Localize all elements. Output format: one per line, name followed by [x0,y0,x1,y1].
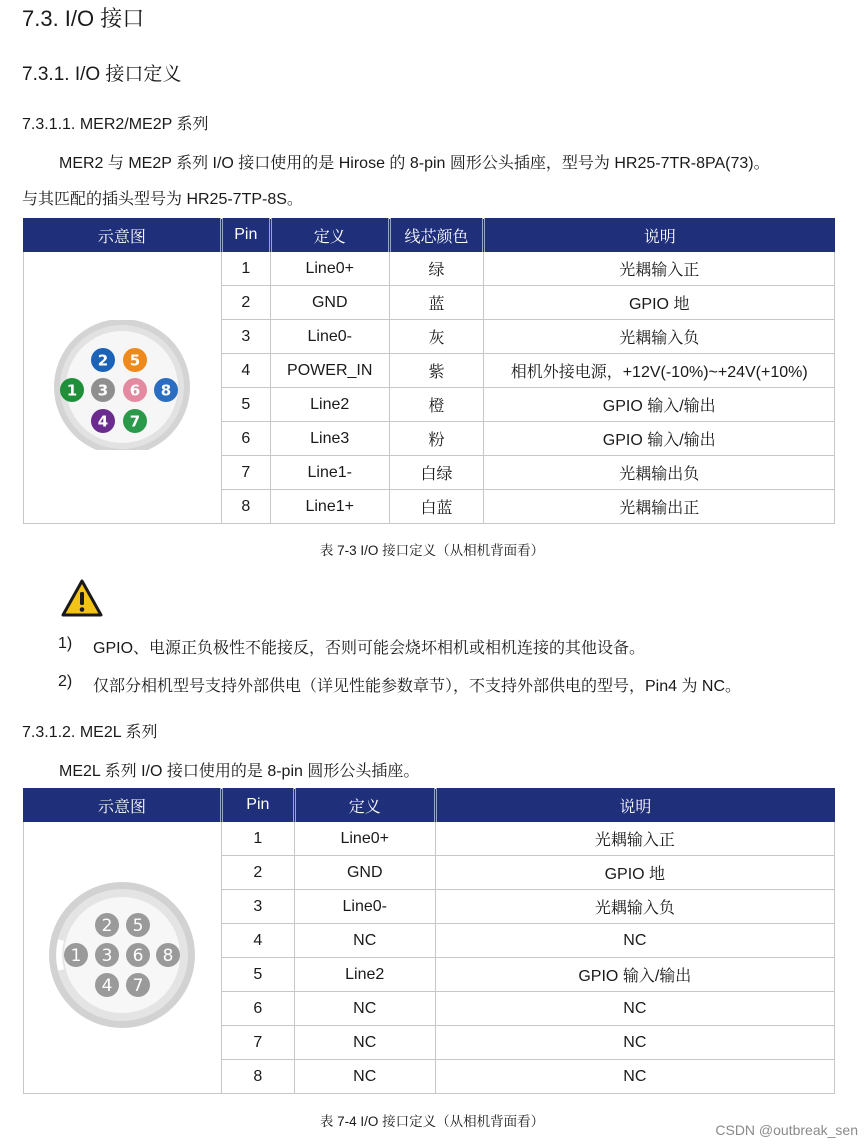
table-row [24,252,835,286]
description-cell: NC [435,1026,834,1060]
definition-cell: Line0+ [270,252,389,286]
table-row [24,822,835,856]
definition-cell: GND [270,286,389,320]
pin-cell: 3 [221,320,270,354]
pin-cell: 5 [221,958,294,992]
definition-cell: Line0- [294,890,435,924]
mer2-description-line1: MER2 与 ME2P 系列 I/O 接口使用的是 Hirose 的 8-pin 圆形公头插座，型号为 HR25-7TR-8PA(73)。 [59,155,770,172]
definition-cell: NC [294,1026,435,1060]
definition-cell: Line3 [270,422,389,456]
pin-label-5: 5 [133,916,144,936]
section-heading: 7.3.1. I/O 接口定义 [22,64,182,85]
definition-cell: NC [294,992,435,1026]
connector-diagram-cell [24,822,222,1094]
pin-cell: 4 [221,354,270,388]
description-cell: GPIO 输入/输出 [484,422,835,456]
wire-color-cell: 粉 [389,422,484,456]
definition-cell: Line0- [270,320,389,354]
wire-color-cell: 灰 [389,320,484,354]
pin-label-6: 6 [130,381,141,400]
pin-label-1: 1 [67,381,78,400]
header-definition: 定义 [294,789,435,822]
page-title: 7.3. I/O 接口 [22,6,145,31]
header-pin: Pin [221,789,294,822]
warning-item-text: GPIO、电源正负极性不能接反，否则可能会烧坏相机或相机连接的其他设备。 [93,640,646,657]
pin-cell: 8 [221,490,270,524]
pin-label-1: 1 [71,946,82,966]
pin-label-2: 2 [102,916,113,936]
wire-color-cell: 白蓝 [389,490,484,524]
connector-diagram-cell [24,252,222,524]
definition-cell: POWER_IN [270,354,389,388]
pin-label-2: 2 [98,351,109,370]
pin-cell: 6 [221,992,294,1026]
description-cell: 光耦输出负 [484,456,835,490]
warning-item-text: 仅部分相机型号支持外部供电（详见性能参数章节），不支持外部供电的型号，Pin4 为 NC。 [93,678,742,695]
wire-color-cell: 紫 [389,354,484,388]
wire-color-cell: 蓝 [389,286,484,320]
description-cell: 光耦输入正 [484,252,835,286]
mer2-io-table [23,218,835,524]
definition-cell: Line1- [270,456,389,490]
pin-label-5: 5 [130,351,141,370]
table-caption-7-3: 表 7-3 I/O 接口定义（从相机背面看） [319,543,545,558]
header-pin: Pin [221,219,270,252]
description-cell: NC [435,1060,834,1094]
description-cell: GPIO 输入/输出 [484,388,835,422]
wire-color-cell: 绿 [389,252,484,286]
description-cell: GPIO 地 [484,286,835,320]
pin-cell: 8 [221,1060,294,1094]
definition-cell: NC [294,1060,435,1094]
definition-cell: Line1+ [270,490,389,524]
pin-label-4: 4 [102,976,113,996]
wire-color-cell: 白绿 [389,456,484,490]
definition-cell: Line2 [294,958,435,992]
pin-cell: 1 [221,822,294,856]
description-cell: NC [435,992,834,1026]
description-cell: GPIO 地 [435,856,834,890]
wire-color-cell: 橙 [389,388,484,422]
description-cell: GPIO 输入/输出 [435,958,834,992]
watermark: CSDN @outbreak_sen [715,1122,858,1138]
pin-cell: 6 [221,422,270,456]
subsection-title-mer2: 7.3.1.1. MER2/ME2P 系列 [22,116,209,133]
pin-label-4: 4 [98,412,109,431]
description-cell: NC [435,924,834,958]
header-description: 说明 [484,219,835,252]
definition-cell: GND [294,856,435,890]
pin-cell: 7 [221,456,270,490]
header-diagram: 示意图 [24,219,222,252]
me2l-description: ME2L 系列 I/O 接口使用的是 8-pin 圆形公头插座。 [59,763,420,780]
description-cell: 相机外接电源，+12V(-10%)~+24V(+10%) [484,354,835,388]
description-cell: 光耦输入负 [484,320,835,354]
definition-cell: Line2 [270,388,389,422]
pin-cell: 1 [221,252,270,286]
pin-cell: 3 [221,890,294,924]
header-definition: 定义 [270,219,389,252]
pin-cell: 2 [221,286,270,320]
pin-cell: 4 [221,924,294,958]
warning-item-number: 2) [58,673,73,690]
description-cell: 光耦输入负 [435,890,834,924]
table-caption-7-4: 表 7-4 I/O 接口定义（从相机背面看） [319,1114,545,1129]
definition-cell: NC [294,924,435,958]
pin-cell: 5 [221,388,270,422]
header-description: 说明 [435,789,834,822]
description-cell: 光耦输入正 [435,822,834,856]
description-cell: 光耦输出正 [484,490,835,524]
pin-label-7: 7 [130,412,141,431]
pin-label-6: 6 [133,946,144,966]
pin-cell: 7 [221,1026,294,1060]
warning-icon [61,578,103,618]
me2l-io-table [23,788,835,1094]
subsection-title-me2l: 7.3.1.2. ME2L 系列 [22,724,158,741]
pin-label-8: 8 [161,381,172,400]
pin-label-8: 8 [163,946,174,966]
mer2-description-line2: 与其匹配的插头型号为 HR25-7TP-8S。 [22,191,303,208]
header-diagram: 示意图 [24,789,222,822]
warning-item-number: 1) [58,635,73,652]
pin-label-3: 3 [98,381,109,400]
connector-8pin-color-icon [47,320,197,450]
pin-cell: 2 [221,856,294,890]
definition-cell: Line0+ [294,822,435,856]
pin-label-7: 7 [133,976,144,996]
header-wire-color: 线芯颜色 [389,219,484,252]
pin-label-3: 3 [102,946,113,966]
connector-8pin-gray-icon [47,880,197,1030]
